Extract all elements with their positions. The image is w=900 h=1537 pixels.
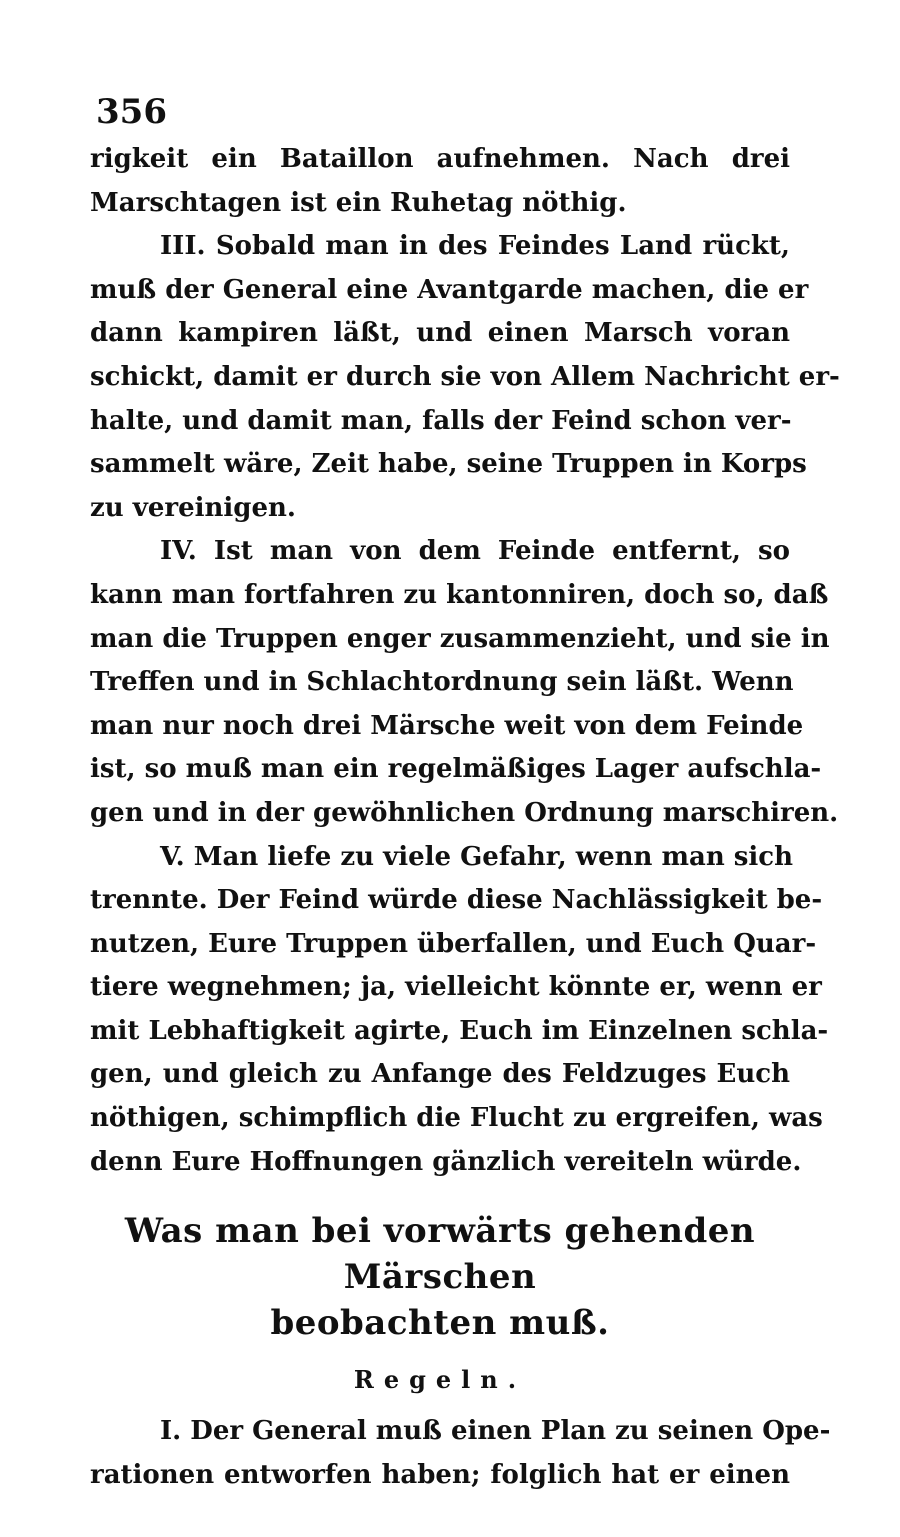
text-line: kann man fortfahren zu kantonniren, doch so, daß bbox=[90, 579, 829, 610]
rules-text bbox=[90, 1410, 831, 1497]
text-line: nöthigen, schimpflich die Flucht zu ergreifen, was bbox=[90, 1103, 823, 1134]
text-line: trennte. Der Feind würde diese Nachlässigkeit be- bbox=[90, 885, 823, 916]
text-line: IV. Ist man von dem Feinde entfernt, so bbox=[160, 536, 790, 567]
text-line: mit Lebhaftigkeit agirte, Euch im Einzelnen schla- bbox=[90, 1015, 829, 1046]
section-heading-line-2: beobachten muß. bbox=[270, 1303, 610, 1344]
text-line: gen und in der gewöhnlichen Ordnung marschiren. bbox=[90, 797, 839, 828]
text-line: man nur noch drei Märsche weit von dem Feinde bbox=[90, 710, 804, 741]
text-line: zu vereinigen. bbox=[90, 492, 296, 523]
text-line: III. Sobald man in des Feindes Land rückt, bbox=[160, 231, 790, 262]
text-line: V. Man liefe zu viele Gefahr, wenn man sich bbox=[160, 841, 794, 872]
page-number: 356 bbox=[96, 92, 167, 132]
text-line: schickt, damit er durch sie von Allem Nachricht er- bbox=[90, 361, 840, 392]
text-line: Treffen und in Schlachtordnung sein läßt. Wenn bbox=[90, 667, 794, 698]
book-page bbox=[90, 92, 840, 1497]
text-line: muß der General eine Avantgarde machen, die er bbox=[90, 274, 809, 305]
text-line: rigkeit ein Bataillon aufnehmen. Nach drei bbox=[90, 144, 790, 174]
rules-subheading: Regeln. bbox=[353, 1365, 527, 1395]
text-line: denn Eure Hoffnungen gänzlich vereiteln würde. bbox=[90, 1146, 802, 1177]
section-heading-line-1: Was man bei vorwärts gehenden Märschen bbox=[124, 1211, 756, 1298]
section-heading bbox=[90, 1208, 790, 1346]
body-text bbox=[90, 138, 840, 1184]
text-line: nutzen, Eure Truppen überfallen, und Euch Quar- bbox=[90, 928, 817, 959]
text-line: dann kampiren läßt, und einen Marsch voran bbox=[90, 318, 790, 349]
text-line: tiere wegnehmen; ja, vielleicht könnte er, wenn er bbox=[90, 972, 822, 1003]
text-line: man die Truppen enger zusammenzieht, und sie in bbox=[90, 623, 830, 654]
text-line: halte, und damit man, falls der Feind schon ver- bbox=[90, 405, 792, 436]
text-line: Marschtagen ist ein Ruhetag nöthig. bbox=[90, 187, 627, 218]
text-line: ist, so muß man ein regelmäßiges Lager aufschla- bbox=[90, 754, 822, 785]
text-line: sammelt wäre, Zeit habe, seine Truppen in Korps bbox=[90, 449, 807, 480]
text-line: I. Der General muß einen Plan zu seinen Ope- bbox=[160, 1416, 831, 1447]
text-line: gen, und gleich zu Anfange des Feldzuges Euch bbox=[90, 1059, 790, 1090]
text-line: rationen entworfen haben; folglich hat er einen bbox=[90, 1459, 790, 1490]
